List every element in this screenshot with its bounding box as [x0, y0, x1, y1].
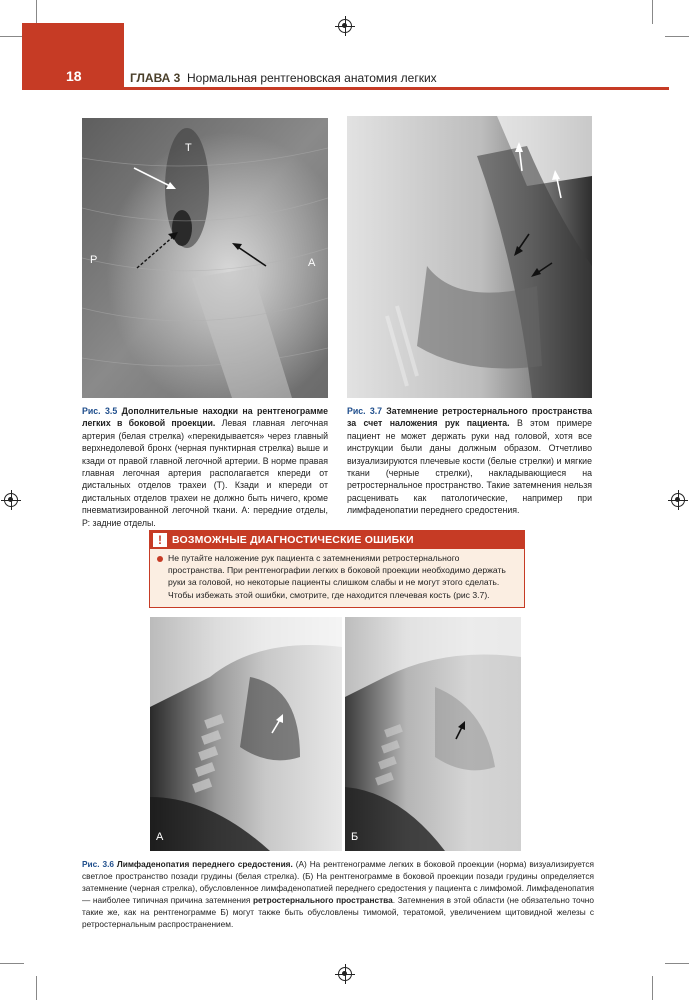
chapter-title: Нормальная рентгеновская анатомия легких	[187, 71, 437, 85]
panel-label-a: А	[156, 831, 164, 843]
crop-mark	[36, 0, 37, 24]
crop-mark	[652, 0, 653, 24]
caption-title: Дополнительные находки на рентгенограмме легких в боковой проекции.	[82, 406, 328, 429]
crop-mark	[665, 963, 689, 964]
caption-title: Затемнение ретростернального пространства за счет наложения рук пациента.	[347, 406, 592, 429]
registration-mark-icon	[671, 493, 685, 507]
panel-label-b: Б	[351, 831, 359, 843]
xray-label-t: Т	[185, 142, 192, 154]
figure-ref: Рис. 3.5	[82, 406, 118, 416]
figure-3-5-caption	[82, 405, 328, 529]
chapter-rule	[124, 87, 669, 90]
chapter-label: ГЛАВА 3	[130, 71, 181, 85]
xray-label-a: А	[308, 257, 316, 269]
caption-bold-term: ретростернального пространства	[252, 895, 393, 905]
crop-mark	[652, 976, 653, 1000]
figure-3-5-xray	[82, 118, 328, 398]
caption-body: (А) На рентгенограмме легких в боковой проекции (норма) визуализируется светлое пространство позади грудины (белая стрелка). (Б) На рентгенограмме в боковой проекции позади грудины определяется затемнение (черная стрелка), обусловленное лимфаденопатией переднего средостения у пациента с лимфомой. Лимфаденопатия — наиболее типичная причина затемнения	[82, 859, 594, 905]
xray-label-p: Р	[90, 254, 98, 266]
warning-text: Не путайте наложение рук пациента с затемнениями ретростернального пространства. При рентгенографии легких в боковой проекции необходимо держать руки за головой, но некоторые пациенты слишком слабы и не могут этого сделать. Чтобы избежать этой ошибки, смотрите, где находится плечевая кость (рис 3.7).	[168, 553, 506, 600]
figure-ref: Рис. 3.6	[82, 859, 114, 869]
caption-title: Лимфаденопатия переднего средостения.	[116, 859, 293, 869]
crop-mark	[665, 36, 689, 37]
crop-mark	[36, 976, 37, 1000]
bullet-icon	[157, 556, 163, 562]
figure-3-6a-xray	[150, 617, 342, 851]
registration-mark-icon	[338, 19, 352, 33]
figure-3-7-xray	[347, 116, 592, 398]
exclamation-icon: !	[153, 533, 167, 547]
figure-3-7-caption	[347, 405, 592, 517]
warning-header	[150, 531, 524, 549]
caption-body-end: . Затемнения в этой области (не обязательно точно такие же, как на рентгенограмме Б) могут также быть обусловлены тимомой, тератомой, увеличением щитовидной железы с ретростернальным распространением.	[82, 895, 595, 929]
diagnostic-errors-box	[149, 530, 525, 608]
crop-mark	[0, 963, 24, 964]
registration-mark-icon	[338, 967, 352, 981]
caption-body: Левая главная легочная артерия (белая стрелка) «перекидывается» через главный верхнедолевой бронх (черная пунктирная стрелка) выше и кзади от правой главной легочной артерии. В норме правая главная легочная артерия располагается кпереди от дистальных отделов трахеи (Т). Кзади и кпереди от дистальных отделов трахеи не должно быть ничего, кроме пневматизированной легочной ткани. А: передние отделы, Р: задние отделы.	[82, 418, 328, 528]
figure-3-6-caption	[82, 858, 594, 930]
figure-ref: Рис. 3.7	[347, 406, 383, 416]
caption-body: В этом примере пациент не может держать руки над головой, хотя все инструкции были даны должным образом. Отчетливо визуализируются плечевые кости (белые стрелки) и мягкие ткани (черные стрелки), накладывающиеся на ретростернальное пространство. Такие затемнения нельзя расценивать как патологические, например при лимфаденопатии переднего средостения.	[347, 418, 592, 516]
warning-title: ВОЗМОЖНЫЕ ДИАГНОСТИЧЕСКИЕ ОШИБКИ	[172, 534, 414, 546]
figure-3-6b-xray	[345, 617, 521, 851]
crop-mark	[0, 36, 24, 37]
page-number: 18	[66, 68, 82, 84]
registration-mark-icon	[4, 493, 18, 507]
